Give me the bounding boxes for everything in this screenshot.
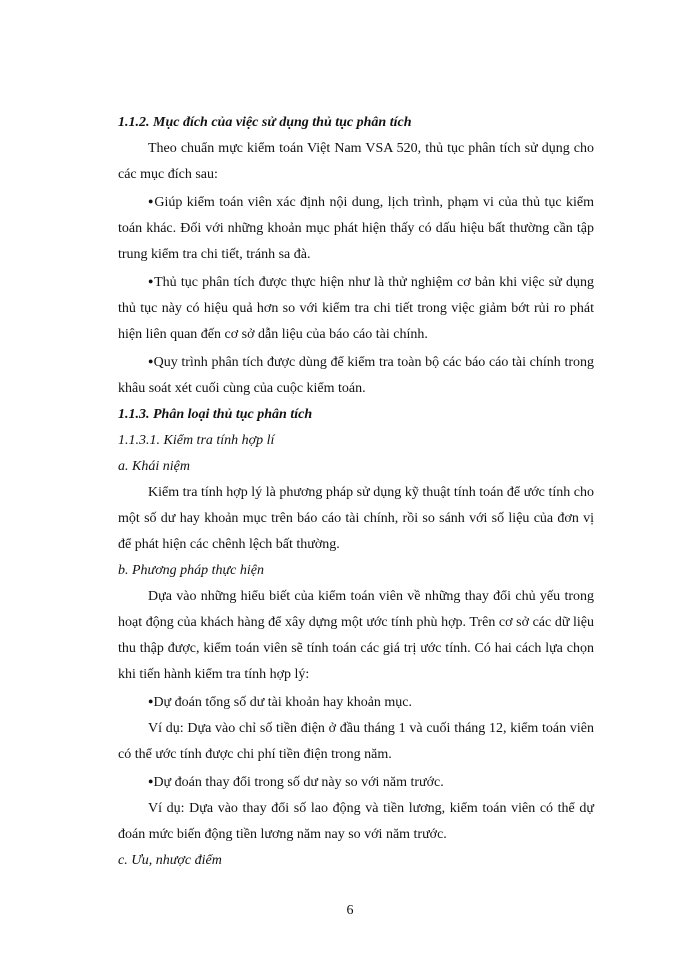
section-heading-1-1-2: 1.1.2. Mục đích của việc sử dụng thủ tục phân tích xyxy=(118,115,412,130)
document-body xyxy=(118,110,594,874)
section-heading-1-1-3: 1.1.3. Phân loại thủ tục phân tích xyxy=(118,407,313,422)
bullet-item xyxy=(118,688,594,716)
subsection-heading-1-1-3-1: 1.1.3.1. Kiểm tra tính hợp lí xyxy=(118,433,275,448)
bullet-icon: ● xyxy=(148,696,154,706)
bullet-text: Dự đoán tổng số dư tài khoản hay khoản mục. xyxy=(153,695,413,710)
paragraph-example: Ví dụ: Dựa vào chỉ số tiền điện ở đầu tháng 1 và cuối tháng 12, kiểm toán viên có thể ước tính được chi phí tiền điện trong năm. xyxy=(118,721,594,762)
bullet-text: Thủ tục phân tích được thực hiện như là thử nghiệm cơ bản khi việc sử dụng thủ tục này có hiệu quả hơn so với kiểm tra chi tiết trong việc giảm bớt rủi ro phát hiện liên quan đến cơ sở dẫn liệu của báo cáo tài chính. xyxy=(118,275,595,342)
bullet-text: Giúp kiểm toán viên xác định nội dung, lịch trình, phạm vi của thủ tục kiểm toán khác. Đối với những khoản mục phát hiện thấy có dấu hiệu bất thường cần tập trung kiểm tra chi tiết, tránh sa đà. xyxy=(118,195,595,262)
bullet-text: Dự đoán thay đổi trong số dư này so với năm trước. xyxy=(153,775,444,790)
page-number: 6 xyxy=(346,903,354,918)
bullet-icon: ● xyxy=(148,196,155,206)
subheading-a: a. Khái niệm xyxy=(118,459,190,474)
paragraph-example: Ví dụ: Dựa vào thay đổi số lao động và tiền lương, kiểm toán viên có thể dự đoán mức biến động tiền lương năm nay so với năm trước. xyxy=(118,801,594,842)
bullet-item xyxy=(118,348,594,402)
bullet-icon: ● xyxy=(148,276,155,286)
paragraph-intro: Theo chuẩn mực kiểm toán Việt Nam VSA 520, thủ tục phân tích sử dụng cho các mục đích sau: xyxy=(118,141,594,182)
bullet-text: Quy trình phân tích được dùng để kiểm tra toàn bộ các báo cáo tài chính trong khâu soát xét cuối cùng của cuộc kiểm toán. xyxy=(118,355,594,396)
paragraph-definition: Kiểm tra tính hợp lý là phương pháp sử dụng kỹ thuật tính toán để ước tính cho một số dư hay khoản mục trên báo cáo tài chính, rồi so sánh với số liệu của đơn vị để phát hiện các chênh lệch bất thường. xyxy=(118,485,594,552)
bullet-icon: ● xyxy=(148,356,154,366)
bullet-icon: ● xyxy=(148,776,154,786)
bullet-item xyxy=(118,768,594,796)
subheading-b: b. Phương pháp thực hiện xyxy=(118,563,265,578)
bullet-item xyxy=(118,268,594,348)
paragraph-method: Dựa vào những hiểu biết của kiểm toán viên về những thay đổi chủ yếu trong hoạt động của khách hàng để xây dựng một ước tính phù hợp. Trên cơ sở các dữ liệu thu thập được, kiểm toán viên sẽ tính toán các giá trị ước tính. Có hai cách lựa chọn khi tiến hành kiểm tra tính hợp lý: xyxy=(118,589,594,682)
subheading-c: c. Ưu, nhược điểm xyxy=(118,853,222,868)
bullet-item xyxy=(118,188,594,268)
